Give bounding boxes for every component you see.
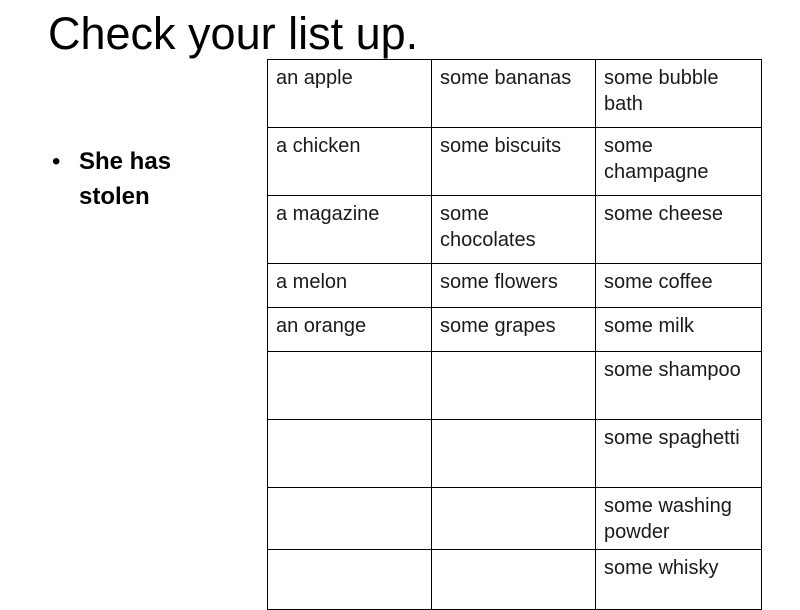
bullet-item [52,144,242,214]
table-cell: a magazine [268,196,432,264]
table-cell [268,420,432,488]
bullet-dot-icon: • [52,148,61,175]
table-row [268,196,762,264]
table-row [268,308,762,352]
bullet-list [52,144,242,214]
table-cell: some chocolates [432,196,596,264]
shopping-list-table [267,59,762,610]
table-cell [432,488,596,550]
table-cell: some bananas [432,60,596,128]
table-cell: an apple [268,60,432,128]
table-cell: a chicken [268,128,432,196]
table-cell: some whisky [596,550,762,610]
table-cell: some washing powder [596,488,762,550]
table-cell [268,488,432,550]
table-cell [432,550,596,610]
table-cell: some grapes [432,308,596,352]
table-cell: some cheese [596,196,762,264]
table-cell: a melon [268,264,432,308]
table-cell [268,550,432,610]
table-cell: an orange [268,308,432,352]
table-cell: some flowers [432,264,596,308]
table-cell [268,352,432,420]
table-row [268,488,762,550]
table-cell: some spaghetti [596,420,762,488]
bullet-text: She has stolen [79,148,172,210]
table-cell: some coffee [596,264,762,308]
table-cell: some shampoo [596,352,762,420]
table-row [268,128,762,196]
table-cell: some milk [596,308,762,352]
table-cell [432,420,596,488]
table-row [268,264,762,308]
slide-title: Check your list up. [48,8,419,59]
table-row [268,352,762,420]
table-row [268,550,762,610]
table-row [268,420,762,488]
table-cell: some biscuits [432,128,596,196]
table-cell: some champagne [596,128,762,196]
table-cell: some bubble bath [596,60,762,128]
table-row [268,60,762,128]
table-cell [432,352,596,420]
